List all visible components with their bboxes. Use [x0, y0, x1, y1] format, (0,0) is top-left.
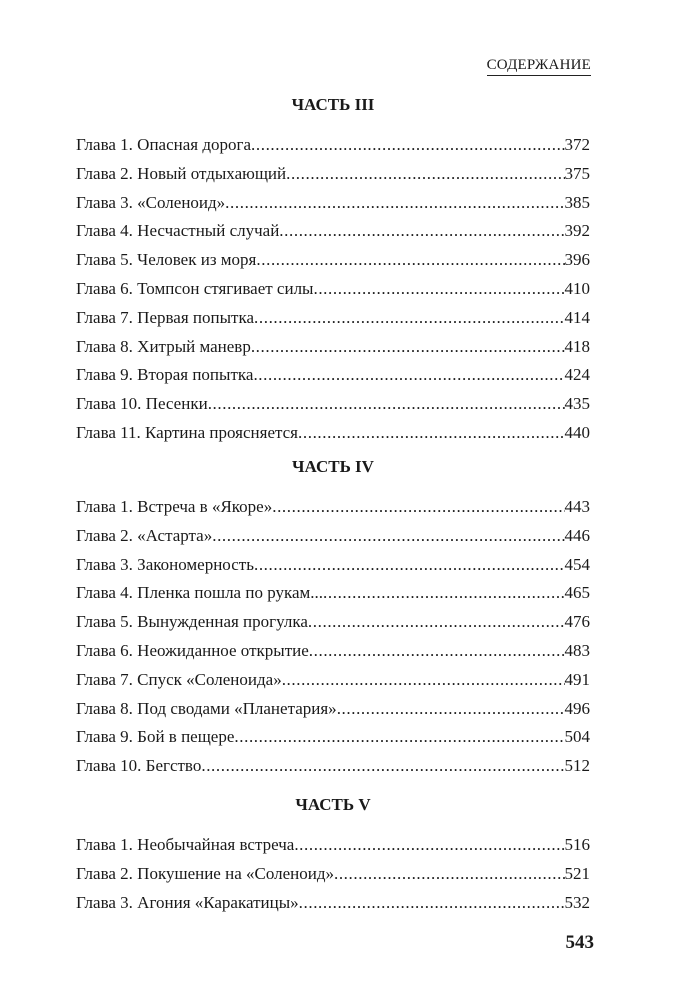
dot-leader: [282, 666, 565, 695]
toc-entry: [76, 333, 590, 362]
entry-title: Глава 2. Покушение на «Соленоид»: [76, 863, 334, 883]
toc-entry: [76, 217, 590, 246]
toc-list: [76, 131, 590, 448]
entry-page: 532: [564, 892, 590, 912]
entry-title: Глава 11. Картина проясняется: [76, 422, 299, 442]
entry-title: Глава 10. Песенки: [76, 394, 208, 414]
dot-leader: [208, 390, 565, 419]
entry-page: 491: [564, 669, 590, 689]
entry-title: Глава 2. «Астарта»: [76, 525, 213, 545]
entry-title: Глава 3. Агония «Каракатицы»: [76, 892, 299, 912]
entry-page: 483: [564, 640, 590, 660]
toc-list: [76, 831, 590, 917]
entry-page: 476: [564, 612, 590, 632]
dot-leader: [279, 217, 564, 246]
part-title: ЧАСТЬ IV: [292, 457, 374, 476]
entry-title: Глава 1. Встреча в «Якоре»: [76, 497, 273, 516]
entry-page: 375: [564, 163, 590, 183]
entry-page: 435: [564, 394, 590, 414]
toc-entry: [76, 831, 590, 860]
entry-page: 454: [564, 554, 590, 574]
toc-entry: [76, 695, 590, 724]
dot-leader: [294, 831, 564, 860]
entry-page: 392: [564, 221, 590, 241]
toc-entry: [76, 860, 590, 889]
toc-entry: [76, 752, 590, 781]
toc-entry: [76, 275, 590, 304]
entry-title: Глава 6. Неожиданное открытие: [76, 640, 309, 660]
entry-title: Глава 8. Под сводами «Планетария»: [76, 698, 337, 718]
toc-entry: [76, 551, 590, 580]
dot-leader: [225, 189, 564, 218]
entry-page: 516: [564, 835, 590, 854]
entry-page: 496: [564, 698, 590, 718]
toc-entry: [76, 419, 590, 448]
toc-entry: [76, 493, 590, 522]
entry-title: Глава 5. Человек из моря: [76, 250, 257, 270]
part-title: ЧАСТЬ V: [295, 795, 371, 814]
entry-page: 414: [564, 307, 590, 327]
entry-page: 465: [564, 583, 590, 603]
entry-page: 443: [564, 497, 590, 516]
entry-page: 504: [564, 727, 590, 747]
entry-title: Глава 10. Бегство: [76, 756, 202, 776]
entry-title: Глава 7. Спуск «Соленоида»: [76, 669, 282, 689]
entry-title: Глава 2. Новый отдыхающий: [76, 163, 287, 183]
toc-entry: [76, 608, 590, 637]
toc-entry: [76, 160, 590, 189]
entry-page: 372: [564, 135, 590, 154]
entry-title: Глава 4. Пленка пошла по рукам...: [76, 583, 324, 603]
entry-title: Глава 1. Необычайная встреча: [76, 835, 295, 854]
entry-title: Глава 9. Бой в пещере: [76, 727, 235, 747]
dot-leader: [251, 131, 564, 160]
entry-title: Глава 1. Опасная дорога: [76, 135, 252, 154]
dot-leader: [286, 160, 564, 189]
entry-title: Глава 9. Вторая попытка: [76, 365, 254, 385]
toc-entry: [76, 522, 590, 551]
entry-page: 418: [564, 336, 590, 356]
entry-page: 385: [564, 192, 590, 212]
toc-entry: [76, 637, 590, 666]
toc-entry: [76, 304, 590, 333]
entry-title: Глава 3. «Соленоид»: [76, 192, 226, 212]
entry-title: Глава 7. Первая попытка: [76, 307, 255, 327]
entry-title: Глава 5. Вынужденная прогулка: [76, 612, 308, 632]
toc-entry: [76, 361, 590, 390]
dot-leader: [272, 493, 564, 522]
toc-entry: [76, 390, 590, 419]
dot-leader: [254, 304, 564, 333]
toc-entry: [76, 666, 590, 695]
entry-page: 521: [564, 863, 590, 883]
toc-entry: [76, 131, 590, 160]
dot-leader: [251, 333, 565, 362]
dot-leader: [234, 723, 564, 752]
entry-page: 410: [564, 278, 590, 298]
entry-title: Глава 4. Несчастный случай: [76, 221, 280, 241]
entry-title: Глава 6. Томпсон стягивает силы: [76, 278, 314, 298]
dot-leader: [212, 522, 564, 551]
dot-leader: [323, 579, 564, 608]
entry-page: 446: [564, 525, 590, 545]
toc-entry: [76, 723, 590, 752]
dot-leader: [337, 695, 565, 724]
dot-leader: [334, 860, 565, 889]
part-title: ЧАСТЬ III: [291, 95, 375, 114]
toc-entry: [76, 189, 590, 218]
entry-title: Глава 8. Хитрый маневр: [76, 336, 251, 356]
entry-page: 396: [564, 250, 590, 270]
entry-page: 440: [564, 422, 590, 442]
toc-entry: [76, 246, 590, 275]
dot-leader: [308, 608, 565, 637]
entry-page: 512: [564, 756, 590, 776]
entry-title: Глава 3. Закономерность: [76, 554, 254, 574]
dot-leader: [313, 275, 564, 304]
page-number: 543: [565, 932, 594, 953]
dot-leader: [256, 246, 564, 275]
dot-leader: [309, 637, 565, 666]
toc-list: [76, 493, 590, 781]
part-3: [76, 92, 590, 448]
running-head: СОДЕРЖАНИЕ: [487, 56, 591, 76]
part-5: [76, 792, 590, 917]
dot-leader: [253, 361, 564, 390]
dot-leader: [298, 419, 564, 448]
part-4: [76, 454, 590, 781]
dot-leader: [201, 752, 564, 781]
toc-entry: [76, 579, 590, 608]
dot-leader: [299, 889, 565, 918]
entry-page: 424: [564, 365, 590, 385]
toc-entry: [76, 889, 590, 918]
dot-leader: [254, 551, 565, 580]
